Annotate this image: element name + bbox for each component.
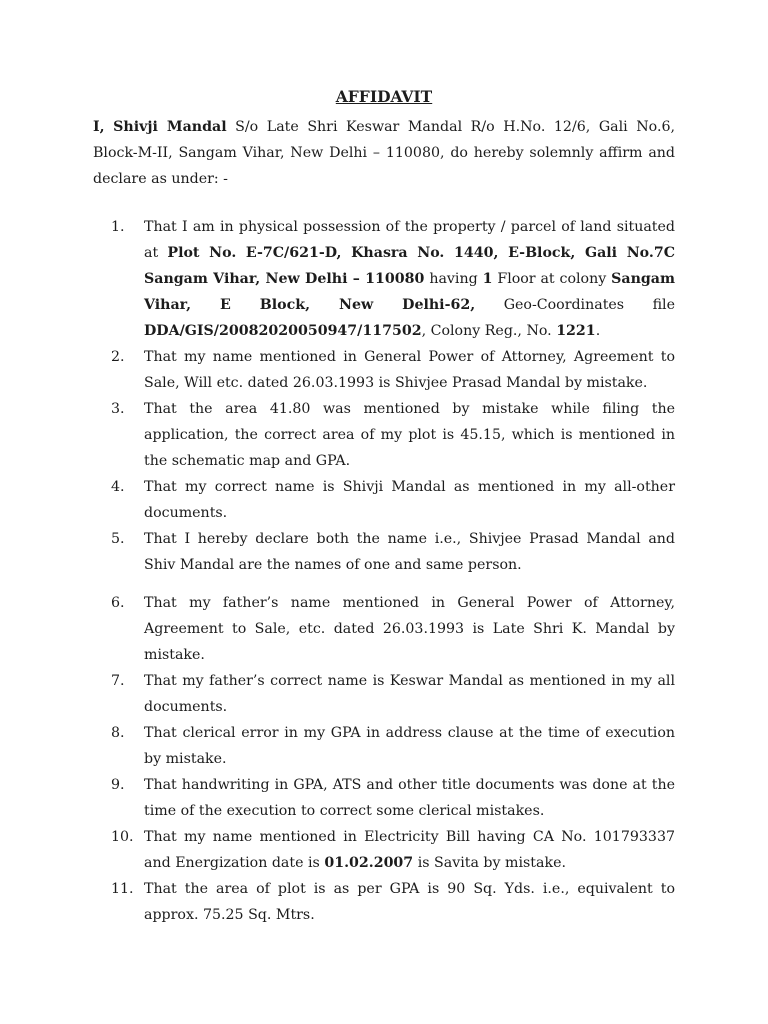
geo-file-number: DDA/GIS/20082020050947/117502 [144, 323, 422, 339]
item-number: 5. [111, 531, 125, 547]
item-number: 6. [111, 595, 125, 611]
item-text: That the area 41.80 was mentioned by mistake while filing the application, the correct area of my plot is 45.15, which is mentioned in the schematic map and GPA. [144, 401, 675, 469]
list-item [93, 824, 675, 876]
item-text: That I hereby declare both the name i.e., Shivjee Prasad Mandal and Shiv Mandal are the names of one and same person. [144, 531, 675, 573]
item-number: 10. [111, 829, 134, 845]
list-item [93, 668, 675, 720]
intro-paragraph [93, 114, 675, 192]
list-item [93, 772, 675, 824]
item-text: is Savita by mistake. [417, 855, 566, 871]
item-text: That the area of plot is as per GPA is 90 Sq. Yds. i.e., equivalent to approx. 75.25 Sq. Mtrs. [144, 881, 675, 923]
colony-reg-number: 1221 [556, 323, 596, 339]
affidavit-page [93, 84, 675, 928]
floor-count: 1 [482, 271, 493, 287]
colony-name: Sangam Vihar, E Block, New Delhi-62, [144, 271, 676, 313]
item-text: That my father’s correct name is Keswar Mandal as mentioned in my all documents. [144, 673, 675, 715]
item-number: 9. [111, 777, 125, 793]
declaration-list [93, 214, 675, 928]
item-number: 4. [111, 479, 125, 495]
item-number: 3. [111, 401, 125, 417]
item-number: 1. [111, 219, 125, 235]
list-item [93, 344, 675, 396]
item-text: , Colony Reg., No. [421, 323, 552, 339]
item-text: That handwriting in GPA, ATS and other title documents was done at the time of the execution to correct some clerical mistakes. [144, 777, 675, 819]
item-number: 11. [111, 881, 134, 897]
item-text: . [595, 323, 601, 339]
item-text: Floor at colony [497, 271, 607, 287]
list-item [93, 590, 675, 668]
energization-date: 01.02.2007 [324, 855, 414, 871]
list-item [93, 214, 675, 344]
item-text: That I am in physical possession of the property / parcel of land situated at [144, 219, 675, 261]
item-number: 2. [111, 349, 125, 365]
document-title: AFFIDAVIT [335, 87, 433, 106]
item-text: That my correct name is Shivji Mandal as mentioned in my all-other documents. [144, 479, 675, 521]
item-text: That clerical error in my GPA in address clause at the time of execution by mistake. [144, 725, 675, 767]
item-text: Geo-Coordinates file [503, 297, 675, 313]
list-item [93, 474, 675, 526]
list-item [93, 526, 675, 578]
intro-pronoun: I, [93, 119, 105, 135]
property-address: Plot No. E-7C/621-D, Khasra No. 1440, E-Block, Gali No.7C Sangam Vihar, New Delhi – 110080 [144, 245, 675, 287]
item-text: That my name mentioned in General Power of Attorney, Agreement to Sale, Will etc. dated 26.03.1993 is Shivjee Prasad Mandal by mistake. [144, 349, 675, 391]
list-item [93, 720, 675, 772]
item-text: That my father’s name mentioned in General Power of Attorney, Agreement to Sale, etc. dated 26.03.1993 is Late Shri K. Mandal by mistake. [144, 595, 675, 663]
intro-text: S/o Late Shri Keswar Mandal R/o H.No. 12/6, Gali No.6, Block-M-II, Sangam Vihar, New Delhi – 110080, do hereby solemnly affirm and declare as under: - [93, 119, 676, 187]
item-number: 8. [111, 725, 125, 741]
item-text: That my name mentioned in Electricity Bill having CA No. 101793337 and Energization date is [144, 829, 675, 871]
item-text: having [429, 271, 478, 287]
deponent-name: Shivji Mandal [113, 119, 227, 135]
item-number: 7. [111, 673, 125, 689]
list-item [93, 876, 675, 928]
list-item [93, 396, 675, 474]
